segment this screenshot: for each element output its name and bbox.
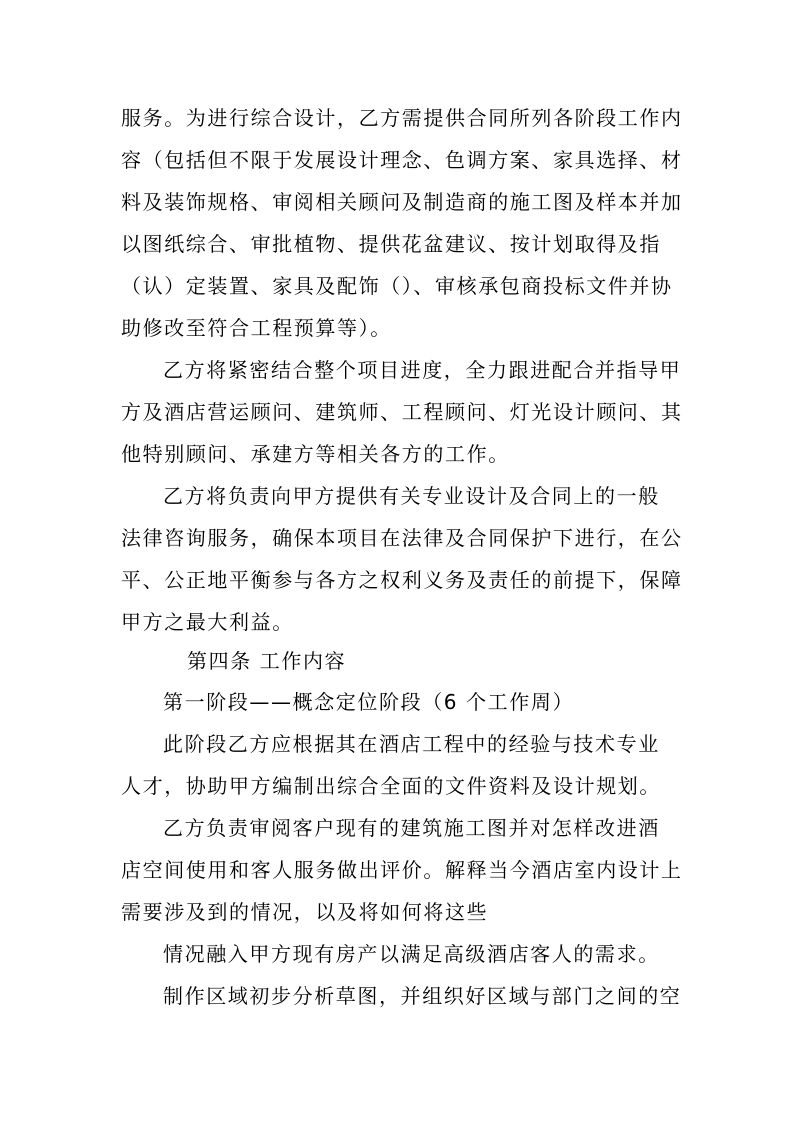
paragraph-line: 制作区域初步分析草图，并组织好区域与部门之间的空 [163,984,682,1008]
paragraph-line: 容（包括但不限于发展设计理念、色调方案、家具选择、材 [121,148,683,172]
paragraph-line: 甲方之最大利益。 [121,610,294,634]
paragraph-line: 平、公正地平衡参与各方之权利义务及责任的前提下，保障 [121,568,683,592]
paragraph-line: 人才，协助甲方编制出综合全面的文件资料及设计规划。 [121,774,661,798]
paragraph-line: 情况融入甲方现有房产以满足高级酒店客人的需求。 [163,942,660,966]
paragraph-line: 法律咨询服务，确保本项目在法律及合同保护下进行，在公 [121,526,683,550]
paragraph-line: 方及酒店营运顾问、建筑师、工程顾问、灯光设计顾问、其 [121,400,683,424]
paragraph-line: 店空间使用和客人服务做出评价。解释当今酒店室内设计上 [121,858,683,882]
paragraph-line: 此阶段乙方应根据其在酒店工程中的经验与技术专业 [163,732,660,756]
paragraph-line: 乙方将紧密结合整个项目进度，全力跟进配合并指导甲 [163,358,682,382]
paragraph-line: 乙方负责审阅客户现有的建筑施工图并对怎样改进酒 [163,816,660,840]
paragraph-line: 他特别顾问、承建方等相关各方的工作。 [121,442,510,466]
phase-heading: 第一阶段——概念定位阶段（6 个工作周） [163,690,575,714]
paragraph-line: 以图纸综合、审批植物、提供花盆建议、按计划取得及指 [121,232,661,256]
paragraph-line: 需要涉及到的情况，以及将如何将这些 [121,900,489,924]
paragraph-line: 料及装饰规格、审阅相关顾问及制造商的施工图及样本并加 [121,190,683,214]
paragraph-line: 乙方将负责向甲方提供有关专业设计及合同上的一般 [163,484,660,508]
section-heading: 第四条 工作内容 [187,649,347,673]
paragraph-line: （认）定装置、家具及配饰（）、审核承包商投标文件并协 [121,274,673,298]
paragraph-line: 服务。为进行综合设计，乙方需提供合同所列各阶段工作内 [121,106,683,130]
paragraph-line: 助修改至符合工程预算等）。 [121,316,392,340]
